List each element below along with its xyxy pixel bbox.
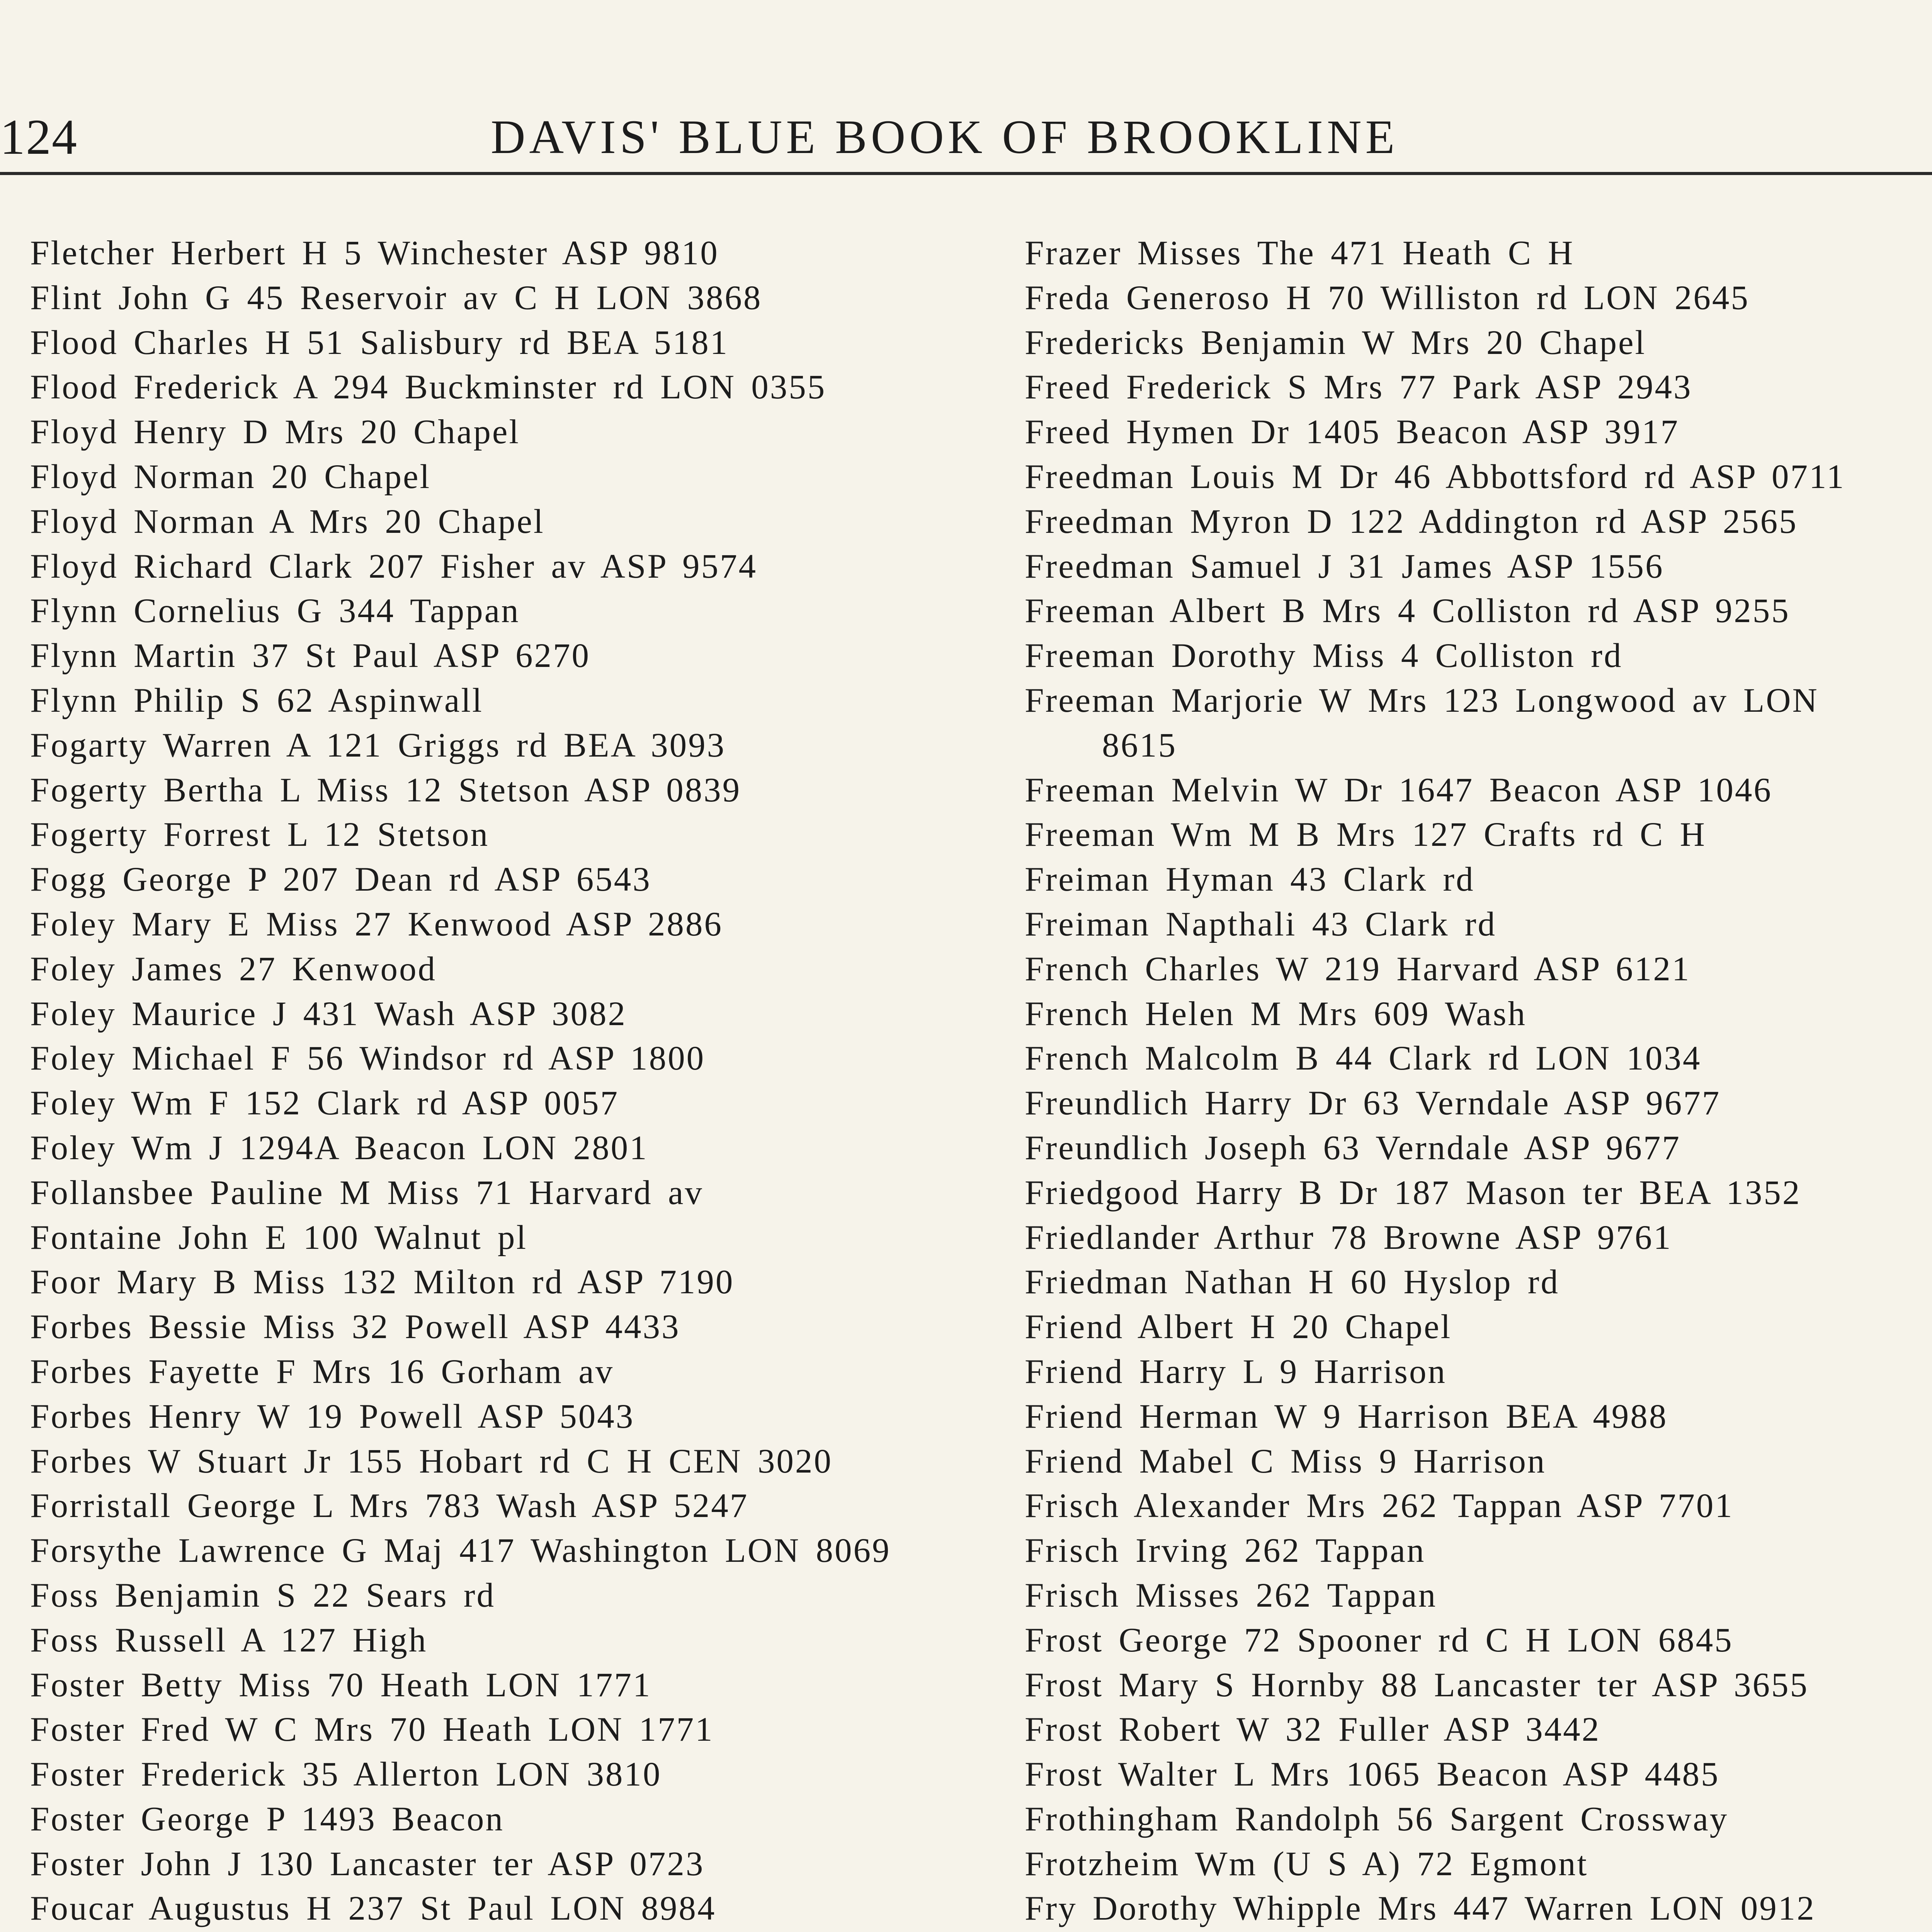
- left-column: [30, 231, 1027, 1932]
- directory-entry: Foucar Augustus H 237 St Paul LON 8984: [30, 1889, 716, 1928]
- directory-entry: Frisch Misses 262 Tappan: [1025, 1576, 1437, 1614]
- right-column: [1025, 231, 1932, 1932]
- directory-entry: Floyd Norman 20 Chapel: [30, 457, 431, 496]
- directory-entry: Friend Harry L 9 Harrison: [1025, 1352, 1447, 1391]
- directory-entry: Fogarty Warren A 121 Griggs rd BEA 3093: [30, 726, 726, 764]
- directory-entry: Forsythe Lawrence G Maj 417 Washington LON 8069: [30, 1532, 891, 1570]
- directory-entry: Frost Mary S Hornby 88 Lancaster ter ASP 3655: [1025, 1666, 1809, 1704]
- directory-entry: Foley Michael F 56 Windsor rd ASP 1800: [30, 1039, 706, 1078]
- directory-entry: Freed Hymen Dr 1405 Beacon ASP 3917: [1025, 413, 1679, 451]
- directory-entry: French Helen M Mrs 609 Wash: [1025, 995, 1527, 1033]
- directory-entry: Friend Mabel C Miss 9 Harrison: [1025, 1442, 1546, 1480]
- directory-entry: Fry Dorothy Whipple Mrs 447 Warren LON 0912: [1025, 1889, 1816, 1928]
- directory-entry: Foley Wm J 1294A Beacon LON 2801: [30, 1129, 648, 1167]
- page-number: 124: [0, 109, 78, 165]
- directory-entry: Freundlich Joseph 63 Verndale ASP 9677: [1025, 1129, 1681, 1167]
- directory-entry: Freeman Melvin W Dr 1647 Beacon ASP 1046: [1025, 771, 1772, 809]
- directory-entry: Forbes W Stuart Jr 155 Hobart rd C H CEN 3020: [30, 1442, 833, 1480]
- directory-entry: Freeman Marjorie W Mrs 123 Longwood av LON: [1025, 681, 1819, 719]
- directory-entry: Frothingham Randolph 56 Sargent Crossway: [1025, 1800, 1729, 1838]
- directory-entry: French Malcolm B 44 Clark rd LON 1034: [1025, 1039, 1702, 1078]
- directory-entry: Forbes Fayette F Mrs 16 Gorham av: [30, 1352, 614, 1391]
- directory-entry: Follansbee Pauline M Miss 71 Harvard av: [30, 1173, 704, 1212]
- directory-entry-continuation: 8615: [1102, 726, 1177, 764]
- directory-entry: Fogerty Bertha L Miss 12 Stetson ASP 0839: [30, 771, 742, 809]
- directory-entry: Foster Frederick 35 Allerton LON 3810: [30, 1755, 662, 1794]
- directory-entry: Fletcher Herbert H 5 Winchester ASP 9810: [30, 234, 719, 272]
- directory-entry: Flynn Cornelius G 344 Tappan: [30, 592, 520, 630]
- directory-entry: Freeman Albert B Mrs 4 Colliston rd ASP 9255: [1025, 592, 1790, 630]
- directory-entry: Freiman Hyman 43 Clark rd: [1025, 861, 1475, 899]
- directory-entry: Foster George P 1493 Beacon: [30, 1800, 504, 1838]
- directory-entry: Frost Robert W 32 Fuller ASP 3442: [1025, 1711, 1601, 1749]
- running-title: DAVIS' BLUE BOOK OF BROOKLINE: [491, 111, 1399, 163]
- directory-entry: Freiman Napthali 43 Clark rd: [1025, 905, 1497, 943]
- directory-entry: Fontaine John E 100 Walnut pl: [30, 1218, 528, 1257]
- directory-entry: Foss Benjamin S 22 Sears rd: [30, 1576, 495, 1614]
- directory-entry: Flint John G 45 Reservoir av C H LON 3868: [30, 279, 762, 317]
- directory-entry: Floyd Richard Clark 207 Fisher av ASP 9574: [30, 547, 757, 585]
- directory-entry: Forbes Henry W 19 Powell ASP 5043: [30, 1397, 635, 1435]
- directory-entry: Foster Fred W C Mrs 70 Heath LON 1771: [30, 1711, 714, 1749]
- directory-entry: Freeman Dorothy Miss 4 Colliston rd: [1025, 637, 1623, 675]
- directory-entry: Freundlich Harry Dr 63 Verndale ASP 9677: [1025, 1084, 1721, 1122]
- directory-entry: Floyd Norman A Mrs 20 Chapel: [30, 502, 545, 541]
- directory-entry: Freed Frederick S Mrs 77 Park ASP 2943: [1025, 368, 1692, 406]
- directory-entry: Flood Charles H 51 Salisbury rd BEA 5181: [30, 323, 729, 362]
- directory-entry: Floyd Henry D Mrs 20 Chapel: [30, 413, 520, 451]
- directory-entry: Friedman Nathan H 60 Hyslop rd: [1025, 1263, 1560, 1301]
- directory-entry: Freedman Samuel J 31 James ASP 1556: [1025, 547, 1664, 585]
- directory-entry: Flood Frederick A 294 Buckminster rd LON 0355: [30, 368, 827, 406]
- directory-entry: Frotzheim Wm (U S A) 72 Egmont: [1025, 1845, 1588, 1883]
- directory-entry: Frazer Misses The 471 Heath C H: [1025, 234, 1575, 272]
- directory-entry: Foley Wm F 152 Clark rd ASP 0057: [30, 1084, 619, 1122]
- page-header: [0, 104, 1932, 170]
- header-rule: [0, 172, 1932, 175]
- directory-entry: Flynn Philip S 62 Aspinwall: [30, 681, 483, 719]
- directory-entry: Frost George 72 Spooner rd C H LON 6845: [1025, 1621, 1733, 1659]
- directory-entry: Forristall George L Mrs 783 Wash ASP 5247: [30, 1487, 749, 1525]
- directory-entry: Forbes Bessie Miss 32 Powell ASP 4433: [30, 1308, 680, 1346]
- directory-entry: Friend Herman W 9 Harrison BEA 4988: [1025, 1397, 1668, 1435]
- directory-entry: Fogg George P 207 Dean rd ASP 6543: [30, 861, 651, 899]
- directory-entry: Foley James 27 Kenwood: [30, 950, 437, 988]
- directory-entry: Foor Mary B Miss 132 Milton rd ASP 7190: [30, 1263, 735, 1301]
- directory-entry: Foster John J 130 Lancaster ter ASP 0723: [30, 1845, 705, 1883]
- directory-entry: Frisch Alexander Mrs 262 Tappan ASP 7701: [1025, 1487, 1734, 1525]
- directory-entry: Freedman Louis M Dr 46 Abbottsford rd ASP 0711: [1025, 457, 1845, 496]
- directory-entry: French Charles W 219 Harvard ASP 6121: [1025, 950, 1691, 988]
- directory-entry: Fogerty Forrest L 12 Stetson: [30, 816, 490, 854]
- directory-entry: Freda Generoso H 70 Williston rd LON 2645: [1025, 279, 1750, 317]
- directory-entry: Foster Betty Miss 70 Heath LON 1771: [30, 1666, 652, 1704]
- directory-entry: Friend Albert H 20 Chapel: [1025, 1308, 1452, 1346]
- directory-entry: Frost Walter L Mrs 1065 Beacon ASP 4485: [1025, 1755, 1720, 1794]
- directory-entry: Freeman Wm M B Mrs 127 Crafts rd C H: [1025, 816, 1706, 854]
- directory-entry: Friedgood Harry B Dr 187 Mason ter BEA 1352: [1025, 1173, 1801, 1212]
- directory-entry: Foley Mary E Miss 27 Kenwood ASP 2886: [30, 905, 723, 943]
- directory-entry: Flynn Martin 37 St Paul ASP 6270: [30, 637, 590, 675]
- directory-entry: Foley Maurice J 431 Wash ASP 3082: [30, 995, 627, 1033]
- directory-entry: Frisch Irving 262 Tappan: [1025, 1532, 1426, 1570]
- directory-entry: Friedlander Arthur 78 Browne ASP 9761: [1025, 1218, 1672, 1257]
- directory-entry: Foss Russell A 127 High: [30, 1621, 428, 1659]
- directory-entry: Freedman Myron D 122 Addington rd ASP 2565: [1025, 502, 1798, 541]
- directory-entry: Fredericks Benjamin W Mrs 20 Chapel: [1025, 323, 1646, 362]
